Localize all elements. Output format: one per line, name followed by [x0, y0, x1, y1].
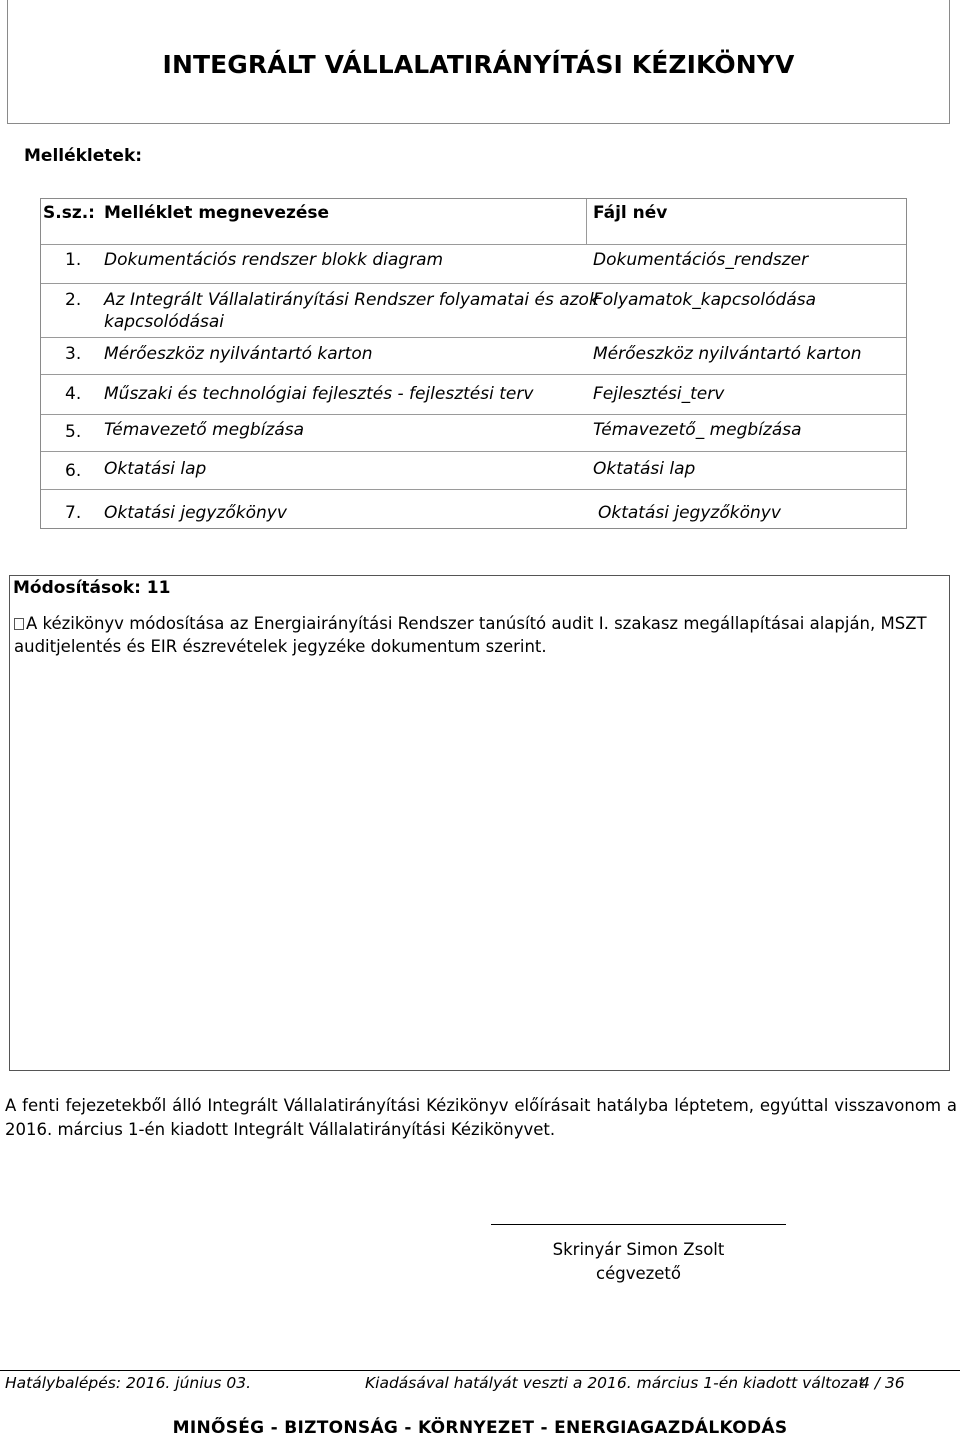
modifications-heading: Módosítások: 11	[13, 578, 171, 598]
row-attachment-name: Oktatási lap	[104, 459, 207, 479]
row-number: 6.	[65, 461, 82, 481]
row-number: 4.	[65, 384, 82, 404]
page-number: 4 / 36	[860, 1374, 905, 1392]
signatory-role: cégvezető	[596, 1264, 681, 1283]
table-header-divider	[41, 244, 906, 245]
page-title: INTEGRÁLT VÁLLALATIRÁNYÍTÁSI KÉZIKÖNYV	[162, 50, 795, 79]
attachments-table	[40, 198, 907, 529]
footer-divider	[0, 1370, 960, 1371]
attachments-heading: Mellékletek:	[24, 146, 143, 166]
modifications-text-block	[14, 612, 944, 658]
row-file-name: Mérőeszköz nyilvántartó karton	[593, 344, 862, 364]
row-number: 7.	[65, 503, 82, 523]
row-attachment-name: Oktatási jegyzőkönyv	[104, 503, 287, 523]
row-attachment-name: Az Integrált Vállalatirányítási Rendszer folyamatai és azok	[104, 290, 599, 310]
row-number: 5.	[65, 422, 82, 442]
closing-statement: A fenti fejezetekből álló Integrált Vállalatirányítási Kézikönyv előírásait hatályba léptetem, egyúttal visszavonom a 2016. március 1-én kiadott Integrált Vállalatirányítási Kézikönyvet.	[5, 1096, 957, 1139]
table-row-divider	[41, 489, 906, 490]
column-header-file: Fájl név	[593, 203, 668, 223]
row-attachment-name: Témavezető megbízása	[104, 420, 305, 440]
row-number: 3.	[65, 344, 82, 364]
row-file-name: Oktatási lap	[593, 459, 696, 479]
row-file-name: Témavezető_ megbízása	[593, 420, 802, 440]
row-file-name: Fejlesztési_terv	[593, 384, 725, 404]
column-header-name: Melléklet megnevezése	[104, 203, 330, 223]
effective-date: Hatálybalépés: 2016. június 03.	[5, 1374, 252, 1392]
table-row-divider	[41, 374, 906, 375]
column-header-number: S.sz.:	[43, 203, 95, 223]
footer-motto: MINŐSÉG - BIZTONSÁG - KÖRNYEZET - ENERGIAGAZDÁLKODÁS	[172, 1418, 788, 1438]
row-attachment-name-cont: kapcsolódásai	[104, 312, 224, 332]
signature-line	[491, 1224, 786, 1225]
row-attachment-name: Dokumentációs rendszer blokk diagram	[104, 250, 444, 270]
row-attachment-name: Mérőeszköz nyilvántartó karton	[104, 344, 373, 364]
row-file-name: Folyamatok_kapcsolódása	[593, 290, 817, 310]
row-number: 2.	[65, 290, 82, 310]
row-file-name: Oktatási jegyzőkönyv	[598, 503, 781, 523]
row-file-name: Dokumentációs_rendszer	[593, 250, 809, 270]
table-row-divider	[41, 283, 906, 284]
supersedes-note: Kiadásával hatályát veszti a 2016. március 1-én kiadott változat	[365, 1374, 865, 1392]
modifications-text: A kézikönyv módosítása az Energiairányítási Rendszer tanúsító audit I. szakasz megállapításai alapján, MSZT auditjelentés és EIR észrevételek jegyzéke dokumentum szerint.	[14, 614, 927, 656]
table-row-divider	[41, 337, 906, 338]
table-col-divider	[586, 199, 587, 244]
row-attachment-name: Műszaki és technológiai fejlesztés - fejlesztési terv	[104, 384, 534, 404]
table-row-divider	[41, 414, 906, 415]
table-row-divider	[41, 451, 906, 452]
signatory-name: Skrinyár Simon Zsolt	[552, 1240, 725, 1259]
bullet-icon	[14, 618, 24, 630]
row-number: 1.	[65, 250, 82, 270]
